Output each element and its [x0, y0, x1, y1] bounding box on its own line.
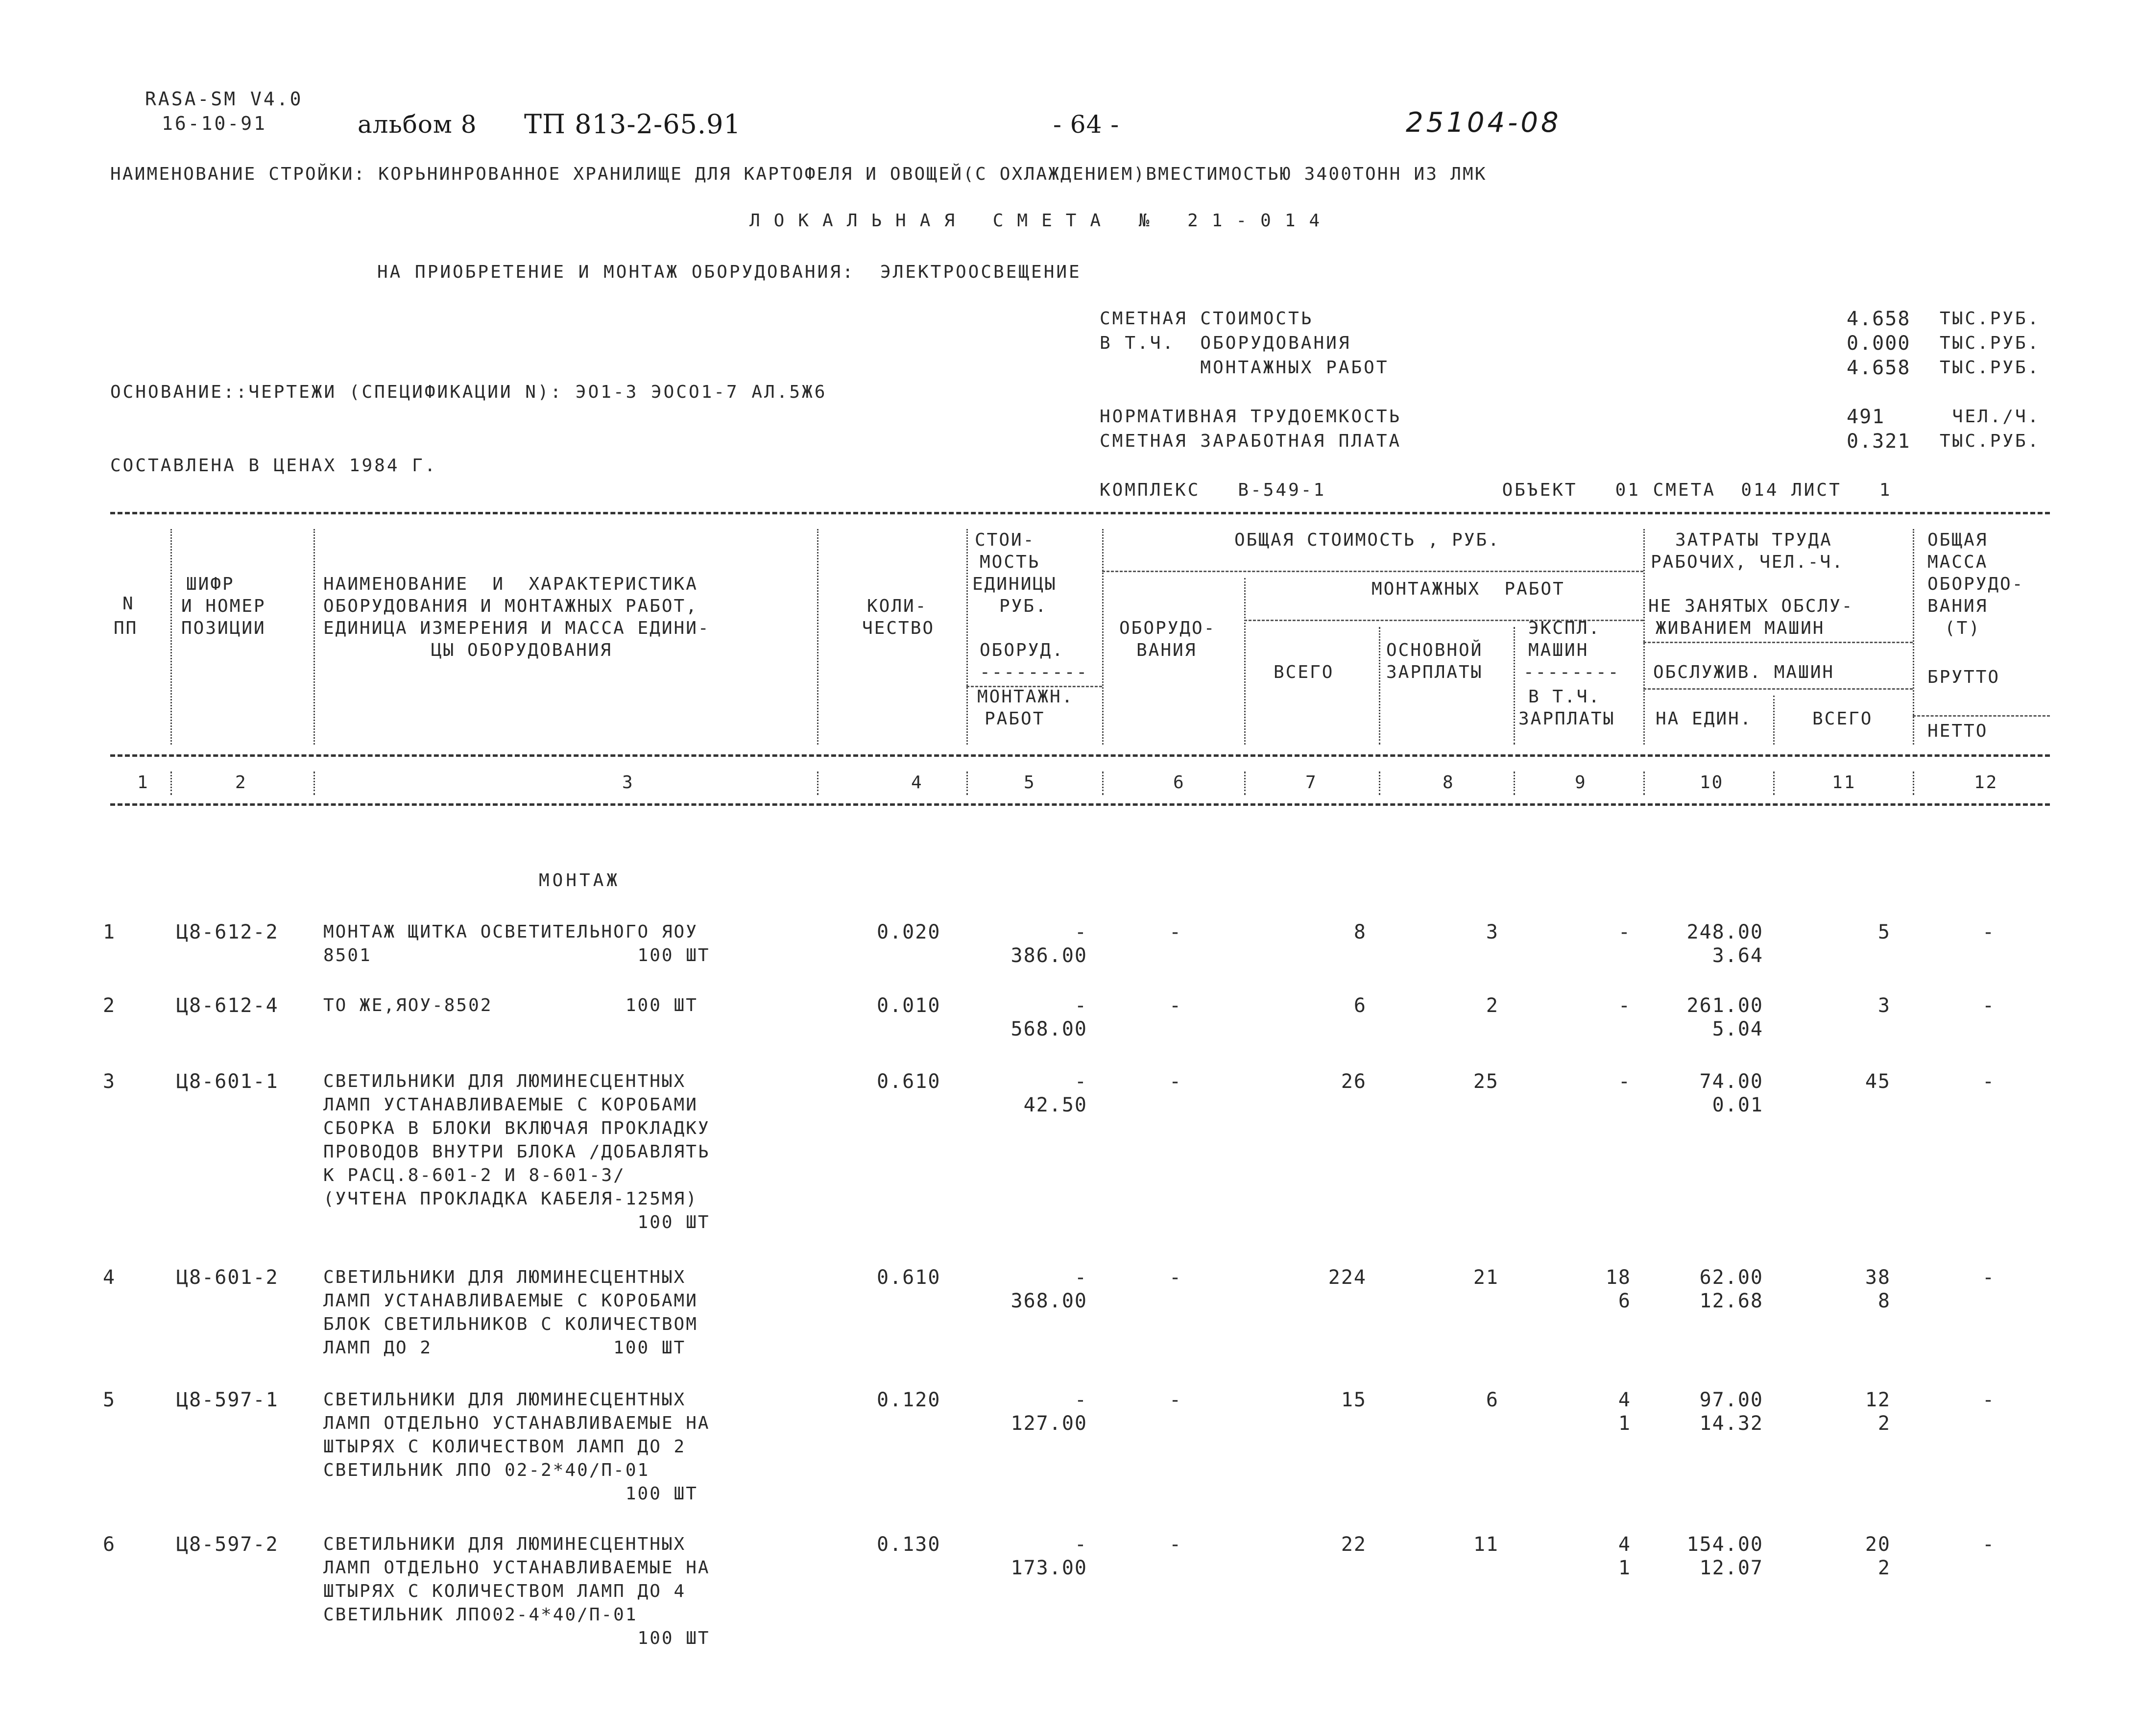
construction-name: НАИМЕНОВАНИЕ СТРОЙКИ: КОРЬНИНРОВАННОЕ ХРАНИЛИЩЕ ДЛЯ КАРТОФЕЛЯ И ОВОЩЕЙ(С ОХЛАЖДЕНИЕМ)ВМЕСТИМОСТЬЮ 3400ТОНН ИЗ ЛМК	[110, 164, 1487, 184]
hdr-unit-cost: РАБОТ	[985, 709, 1045, 729]
hdr-equipment: ВАНИЯ	[1136, 640, 1197, 660]
cell-eq-unit: -	[1074, 1070, 1087, 1093]
summary-label: В Т.Ч. ОБОРУДОВАНИЯ	[1100, 333, 1351, 353]
cell-labor-unit2: 5.04	[1712, 1018, 1763, 1040]
cell-description-line: ЛАМП ОТДЕЛЬНО УСТАНАВЛИВАЕМЫЕ НА	[323, 1413, 710, 1433]
hdr-machines: ЗАРПЛАТЫ	[1518, 709, 1615, 729]
col-number: 4	[911, 772, 923, 793]
hdr-labor: ЖИВАНИЕМ МАШИН	[1656, 618, 1825, 638]
header-sep	[1913, 715, 2050, 717]
cell-code: Ц8-601-1	[176, 1070, 279, 1093]
cell-mass: -	[1982, 1266, 1996, 1289]
hdr-total-cost: ОБЩАЯ СТОИМОСТЬ , РУБ.	[1234, 530, 1500, 550]
header-bottom-rule	[110, 803, 2050, 806]
cell-qty: 0.010	[877, 994, 941, 1017]
hdr-unit-cost: РУБ.	[999, 596, 1048, 616]
hdr-unit-cost: МОСТЬ	[980, 552, 1040, 572]
cell-labor-unit: 62.00	[1699, 1266, 1763, 1289]
hdr-no: ПП	[114, 618, 138, 638]
cell-description-line: ШТЫРЯХ С КОЛИЧЕСТВОМ ЛАМП ДО 2	[323, 1437, 686, 1457]
summary-value: 491	[1847, 406, 1885, 428]
cell-qty: 0.120	[877, 1389, 941, 1411]
cell-labor-unit: 74.00	[1699, 1070, 1763, 1093]
cell-wage: 25	[1473, 1070, 1499, 1093]
cell-description-line: ШТЫРЯХ С КОЛИЧЕСТВОМ ЛАМП ДО 4	[323, 1581, 686, 1601]
cell-description-line: ЛАМП ДО 2 100 ШТ	[323, 1338, 686, 1358]
cell-mach-wage: 6	[1618, 1290, 1631, 1312]
hdr-no: N	[122, 594, 135, 614]
cell-description-line: 100 ШТ	[323, 1484, 698, 1504]
cell-eq-total: -	[1169, 994, 1182, 1017]
cell-wage: 3	[1486, 921, 1499, 943]
hdr-labor: НЕ ЗАНЯТЫХ ОБСЛУ-	[1648, 596, 1854, 616]
hdr-unit-cost: СТОИ-	[975, 530, 1035, 550]
cell-wage: 11	[1473, 1533, 1499, 1556]
cell-code: Ц8-597-2	[176, 1533, 279, 1556]
col-sep	[170, 772, 172, 795]
cell-description-line: СВЕТИЛЬНИК ЛПО 02-2*40/П-01	[323, 1460, 650, 1480]
summary-value: 0.000	[1847, 332, 1911, 355]
cell-description-line: СВЕТИЛЬНИК ЛПО02-4*40/П-01	[323, 1605, 638, 1625]
col-sep	[817, 529, 818, 745]
cell-inst-unit: 173.00	[1010, 1557, 1087, 1579]
cell-eq-unit: -	[1074, 921, 1087, 943]
basis-line: ОСНОВАНИЕ::ЧЕРТЕЖИ (СПЕЦИФИКАЦИИ N): ЭО1-3 ЭОСО1-7 АЛ.5Ж6	[110, 382, 827, 402]
cell-wage: 2	[1486, 994, 1499, 1017]
cell-n: 6	[103, 1533, 116, 1556]
col-sep	[1913, 529, 1914, 745]
cell-description-line: БЛОК СВЕТИЛЬНИКОВ С КОЛИЧЕСТВОМ	[323, 1314, 698, 1334]
cell-eq-unit: -	[1074, 1533, 1087, 1556]
hdr-machines: МАШИН	[1528, 640, 1589, 660]
cell-mach-wage: 1	[1618, 1412, 1631, 1435]
cell-eq-total: -	[1169, 921, 1182, 943]
cell-code: Ц8-601-2	[176, 1266, 279, 1289]
hdr-description: ЕДИНИЦА ИЗМЕРЕНИЯ И МАССА ЕДИНИ-	[323, 618, 710, 638]
cell-labor-unit2: 3.64	[1712, 944, 1763, 967]
col-number: 8	[1443, 772, 1455, 793]
header-top-rule	[110, 512, 2050, 514]
cell-code: Ц8-612-4	[176, 994, 279, 1017]
col-number: 11	[1832, 772, 1856, 793]
col-sep	[1643, 772, 1645, 795]
summary-label: НОРМАТИВНАЯ ТРУДОЕМКОСТЬ	[1100, 407, 1402, 427]
cell-mach-wage: 1	[1618, 1557, 1631, 1579]
hdr-description: НАИМЕНОВАНИЕ И ХАРАКТЕРИСТИКА	[323, 574, 698, 594]
cell-labor-total: 45	[1865, 1070, 1891, 1093]
cell-labor-total: 20	[1865, 1533, 1891, 1556]
col-sep	[1102, 529, 1104, 745]
col-sep	[817, 772, 818, 795]
hdr-installation: МОНТАЖНЫХ РАБОТ	[1371, 579, 1565, 599]
hdr-code: И НОМЕР	[181, 596, 266, 616]
cell-inst-unit: 368.00	[1010, 1290, 1087, 1312]
col-number: 7	[1305, 772, 1318, 793]
col-number: 10	[1700, 772, 1724, 793]
col-number: 6	[1173, 772, 1185, 793]
cell-labor-total2: 2	[1877, 1557, 1891, 1579]
hdr-unit-cost: ---------	[980, 662, 1089, 682]
summary-label: СМЕТНАЯ СТОИМОСТЬ	[1100, 309, 1314, 329]
cell-n: 2	[103, 994, 116, 1017]
cell-mach: -	[1618, 1070, 1631, 1093]
col-number: 2	[235, 772, 247, 793]
cell-labor-unit2: 12.68	[1699, 1290, 1763, 1312]
hdr-labor: РАБОЧИХ, ЧЕЛ.-Ч.	[1651, 552, 1844, 572]
cell-mass: -	[1982, 1389, 1996, 1411]
cell-mach: 18	[1605, 1266, 1631, 1289]
print-date: 16-10-91	[162, 113, 267, 134]
col-sep	[1514, 772, 1515, 795]
cell-mass: -	[1982, 1070, 1996, 1093]
cell-inst-unit: 127.00	[1010, 1412, 1087, 1435]
hdr-mass: (Т)	[1945, 618, 1981, 638]
cell-description-line: СВЕТИЛЬНИКИ ДЛЯ ЛЮМИНЕСЦЕНТНЫХ	[323, 1534, 686, 1554]
summary-unit: ЧЕЛ./Ч.	[1940, 407, 2041, 427]
hdr-code: ШИФР	[186, 574, 235, 594]
col-sep	[1244, 772, 1246, 795]
price-base: СОСТАВЛЕНА В ЦЕНАХ 1984 Г.	[110, 456, 437, 476]
hdr-quantity: ЧЕСТВО	[862, 618, 935, 638]
hdr-unit-cost: ЕДИНИЦЫ	[972, 574, 1057, 594]
cell-labor-unit2: 12.07	[1699, 1557, 1763, 1579]
cell-code: Ц8-597-1	[176, 1389, 279, 1411]
summary-unit: ТЫС.РУБ.	[1940, 358, 2041, 378]
cell-mach: 4	[1618, 1389, 1631, 1411]
cell-labor-total: 5	[1877, 921, 1891, 943]
cell-description-line: СВЕТИЛЬНИКИ ДЛЯ ЛЮМИНЕСЦЕНТНЫХ	[323, 1267, 686, 1287]
cell-description-line: К РАСЦ.8-601-2 И 8-601-3/	[323, 1165, 625, 1185]
cell-qty: 0.130	[877, 1533, 941, 1556]
hdr-mass: ОБЩАЯ	[1927, 530, 1988, 550]
col-sep	[1514, 627, 1515, 745]
album-label: альбом 8	[358, 110, 477, 139]
col-sep	[313, 772, 315, 795]
summary-unit: ТЫС.РУБ.	[1940, 333, 2041, 353]
cell-labor-unit2: 0.01	[1712, 1094, 1763, 1116]
summary-unit: ТЫС.РУБ.	[1940, 431, 2041, 451]
cell-description-line: ЛАМП ОТДЕЛЬНО УСТАНАВЛИВАЕМЫЕ НА	[323, 1558, 710, 1578]
cell-labor-unit: 97.00	[1699, 1389, 1763, 1411]
hdr-description: ЦЫ ОБОРУДОВАНИЯ	[431, 640, 613, 660]
col-number: 5	[1024, 772, 1036, 793]
handwritten-number: 25104-08	[1406, 107, 1562, 139]
cell-eq-total: -	[1169, 1533, 1182, 1556]
header-sep	[1643, 642, 1913, 643]
cell-inst-unit: 42.50	[1023, 1094, 1087, 1116]
col-sep	[1379, 772, 1380, 795]
cell-description-line: 8501 100 ШТ	[323, 945, 710, 965]
col-sep	[966, 772, 968, 795]
hdr-total: ВСЕГО	[1274, 662, 1334, 682]
cell-total: 26	[1341, 1070, 1367, 1093]
summary-label: МОНТАЖНЫХ РАБОТ	[1100, 358, 1389, 378]
cell-labor-unit: 261.00	[1686, 994, 1763, 1017]
col-sep	[1773, 772, 1775, 795]
header-sep	[1102, 571, 1643, 572]
summary-label: СМЕТНАЯ ЗАРАБОТНАЯ ПЛАТА	[1100, 431, 1402, 451]
hdr-mass: ОБОРУДО-	[1927, 574, 2024, 594]
hdr-quantity: КОЛИ-	[867, 596, 928, 616]
summary-unit: ТЫС.РУБ.	[1940, 309, 2041, 329]
cell-labor-total2: 8	[1877, 1290, 1891, 1312]
cell-labor-unit: 248.00	[1686, 921, 1763, 943]
cell-mach: -	[1618, 994, 1631, 1017]
cell-labor-total: 38	[1865, 1266, 1891, 1289]
hdr-labor: ОБСЛУЖИВ. МАШИН	[1653, 662, 1835, 682]
col-sep	[1643, 529, 1645, 745]
complex-line: КОМПЛЕКС В-549-1 ОБЪЕКТ 01 СМЕТА 014 ЛИСТ 1	[1100, 480, 1892, 500]
cell-total: 224	[1328, 1266, 1367, 1289]
cell-qty: 0.610	[877, 1266, 941, 1289]
cell-description-line: 100 ШТ	[323, 1628, 710, 1648]
hdr-code: ПОЗИЦИИ	[181, 618, 266, 638]
cell-eq-unit: -	[1074, 994, 1087, 1017]
cell-description-line: ТО ЖЕ,ЯОУ-8502 100 ШТ	[323, 995, 698, 1015]
hdr-mass: НЕТТО	[1927, 721, 1988, 741]
hdr-labor: ВСЕГО	[1812, 709, 1873, 729]
cell-eq-total: -	[1169, 1266, 1182, 1289]
col-number: 3	[622, 772, 634, 793]
cell-n: 3	[103, 1070, 116, 1093]
cell-n: 4	[103, 1266, 116, 1289]
hdr-machines: В Т.Ч.	[1528, 687, 1601, 707]
hdr-machines: ЭКСПЛ.	[1528, 618, 1601, 638]
hdr-machines: --------	[1523, 662, 1620, 682]
col-sep	[1913, 772, 1914, 795]
cell-eq-unit: -	[1074, 1389, 1087, 1411]
col-number: 1	[137, 772, 149, 793]
cell-inst-unit: 568.00	[1010, 1018, 1087, 1040]
hdr-unit-cost: МОНТАЖН.	[977, 687, 1074, 707]
col-number: 12	[1974, 772, 1998, 793]
summary-value: 4.658	[1847, 357, 1911, 379]
col-sep	[313, 529, 315, 745]
cell-mach: 4	[1618, 1533, 1631, 1556]
cell-wage: 6	[1486, 1389, 1499, 1411]
cell-total: 22	[1341, 1533, 1367, 1556]
cell-mach: -	[1618, 921, 1631, 943]
program-version: RASA-SM V4.0	[145, 88, 303, 110]
project-code: ТП 813-2-65.91	[524, 109, 741, 140]
section-title: МОНТАЖ	[539, 870, 621, 891]
col-sep	[1102, 772, 1104, 795]
hdr-mass: МАССА	[1927, 552, 1988, 572]
cell-description-line: СВЕТИЛЬНИКИ ДЛЯ ЛЮМИНЕСЦЕНТНЫХ	[323, 1390, 686, 1410]
hdr-labor: ЗАТРАТЫ ТРУДА	[1675, 530, 1832, 550]
col-sep	[1379, 627, 1380, 745]
estimate-purpose: НА ПРИОБРЕТЕНИЕ И МОНТАЖ ОБОРУДОВАНИЯ: ЭЛЕКТРООСВЕЩЕНИЕ	[377, 262, 1082, 282]
cell-description-line: ЛАМП УСТАНАВЛИВАЕМЫЕ С КОРОБАМИ	[323, 1291, 698, 1311]
cell-qty: 0.610	[877, 1070, 941, 1093]
cell-code: Ц8-612-2	[176, 921, 279, 943]
col-sep	[1773, 696, 1775, 745]
cell-labor-total: 12	[1865, 1389, 1891, 1411]
page-number: - 64 -	[1053, 110, 1120, 139]
col-sep	[170, 529, 172, 745]
cell-description-line: (УЧТЕНА ПРОКЛАДКА КАБЕЛЯ-125МЯ)	[323, 1189, 698, 1209]
cell-eq-total: -	[1169, 1070, 1182, 1093]
cell-eq-total: -	[1169, 1389, 1182, 1411]
hdr-labor: НА ЕДИН.	[1656, 709, 1753, 729]
cell-labor-unit2: 14.32	[1699, 1412, 1763, 1435]
cell-inst-unit: 386.00	[1010, 944, 1087, 967]
col-sep	[966, 529, 968, 745]
summary-value: 0.321	[1847, 430, 1911, 453]
cell-description-line: МОНТАЖ ЩИТКА ОСВЕТИТЕЛЬНОГО ЯОУ	[323, 922, 698, 942]
cell-mass: -	[1982, 994, 1996, 1017]
hdr-wages: ЗАРПЛАТЫ	[1386, 662, 1483, 682]
hdr-description: ОБОРУДОВАНИЯ И МОНТАЖНЫХ РАБОТ,	[323, 596, 698, 616]
col-number: 9	[1575, 772, 1587, 793]
cell-total: 8	[1353, 921, 1367, 943]
header-mid-rule	[110, 754, 2050, 757]
hdr-wages: ОСНОВНОЙ	[1386, 640, 1483, 660]
cell-wage: 21	[1473, 1266, 1499, 1289]
cell-labor-total2: 2	[1877, 1412, 1891, 1435]
hdr-mass: ВАНИЯ	[1927, 596, 1988, 616]
cell-description-line: 100 ШТ	[323, 1212, 710, 1232]
cell-n: 1	[103, 921, 116, 943]
cell-qty: 0.020	[877, 921, 941, 943]
col-sep	[1244, 578, 1246, 745]
cell-n: 5	[103, 1389, 116, 1411]
cell-description-line: СВЕТИЛЬНИКИ ДЛЯ ЛЮМИНЕСЦЕНТНЫХ	[323, 1071, 686, 1091]
estimate-title: ЛОКАЛЬНАЯ СМЕТА № 21-014	[749, 211, 1334, 231]
cell-description-line: СБОРКА В БЛОКИ ВКЛЮЧАЯ ПРОКЛАДКУ	[323, 1118, 710, 1138]
cell-mass: -	[1982, 1533, 1996, 1556]
hdr-mass: БРУТТО	[1927, 667, 2000, 687]
header-sep	[1643, 688, 1913, 690]
cell-total: 6	[1353, 994, 1367, 1017]
cell-mass: -	[1982, 921, 1996, 943]
cell-eq-unit: -	[1074, 1266, 1087, 1289]
summary-value: 4.658	[1847, 308, 1911, 330]
cell-total: 15	[1341, 1389, 1367, 1411]
hdr-equipment: ОБОРУДО-	[1119, 618, 1216, 638]
cell-labor-unit: 154.00	[1686, 1533, 1763, 1556]
cell-labor-total: 3	[1877, 994, 1891, 1017]
cell-description-line: ПРОВОДОВ ВНУТРИ БЛОКА /ДОБАВЛЯТЬ	[323, 1142, 710, 1162]
cell-description-line: ЛАМП УСТАНАВЛИВАЕМЫЕ С КОРОБАМИ	[323, 1095, 698, 1115]
hdr-unit-cost: ОБОРУД.	[980, 640, 1064, 660]
